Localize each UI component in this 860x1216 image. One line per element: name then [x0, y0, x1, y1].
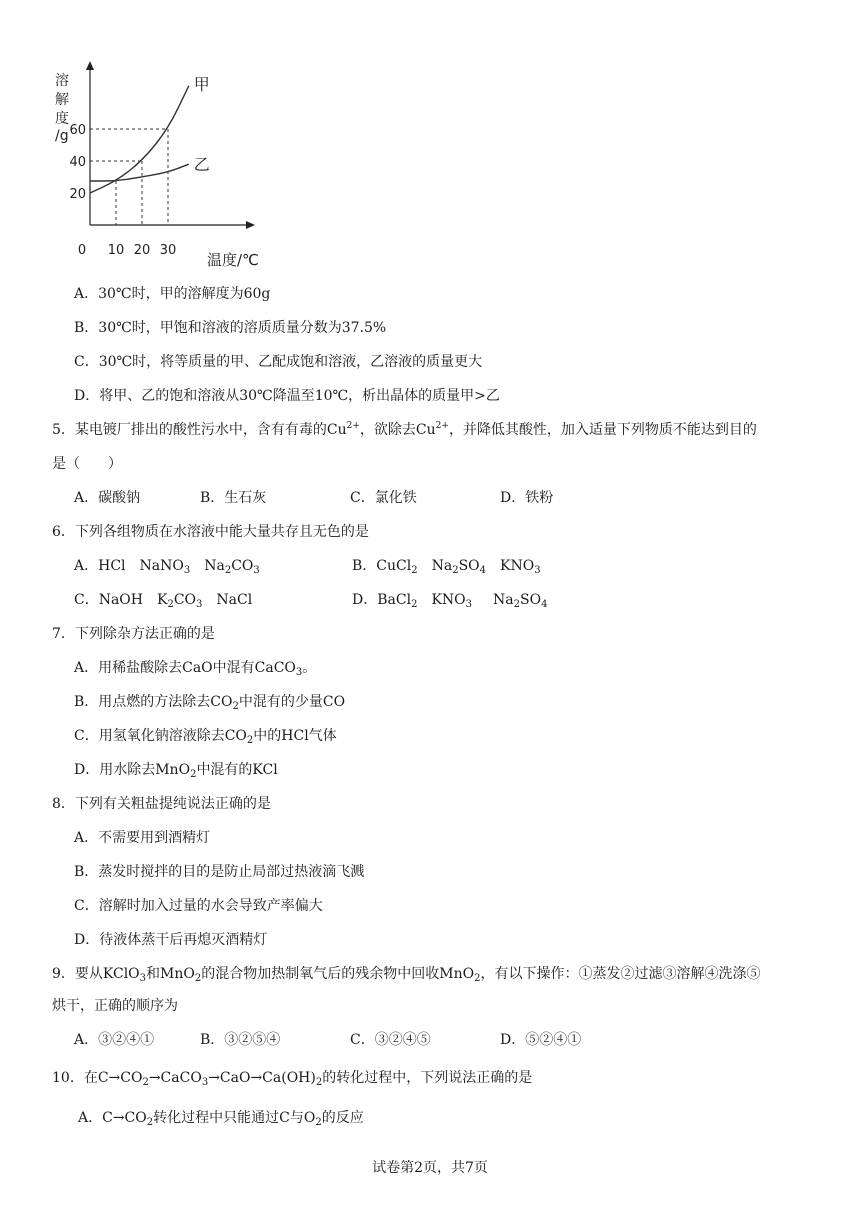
q4-option-d: D．将甲、乙的饱和溶液从30℃降温至10℃，析出晶体的质量甲>乙 — [74, 388, 500, 404]
q10-stem: 10．在$C\to CO_2\to CaCO_3\to CaO\to Ca(OH)_2$的转化过程中，下列说法正确的是 — [52, 1070, 533, 1088]
x-tick-10: 10 — [107, 243, 125, 258]
y-tick-40: 40 — [69, 155, 86, 170]
solubility-chart — [50, 58, 290, 273]
q4-option-c: C．30℃时，将等质量的甲、乙配成饱和溶液，乙溶液的质量更大 — [74, 354, 483, 370]
q8-option-b: B．蒸发时搅拌的目的是防止局部过热液滴飞溅 — [74, 864, 365, 880]
q4-option-b: B．30℃时，甲饱和溶液的溶质质量分数为37.5% — [74, 320, 387, 336]
y-axis-label — [55, 72, 69, 144]
q8-option-c: C．溶解时加入过量的水会导致产率偏大 — [74, 898, 323, 914]
x-axis-label: 温度/℃ — [207, 251, 259, 269]
q6-stem: 6．下列各组物质在水溶液中能大量共存且无色的是 — [52, 524, 369, 540]
q6-option-b: B．CuCl$_2$ $Na_2SO_4$ $KNO_3$ — [352, 558, 541, 576]
q5-option-d: D．铁粉 — [500, 490, 554, 506]
q6-options-ab — [74, 556, 541, 576]
page-footer: 试卷第2页，共7页 — [372, 1160, 488, 1176]
svg-text:溶: 溶 — [55, 73, 69, 89]
y-tick-20: 20 — [69, 187, 86, 202]
y-axis-arrow — [86, 61, 94, 70]
x-tick-0: 0 — [77, 243, 87, 258]
q7-option-d: D．用水除去MnO$_2$中混有的KCl — [74, 762, 278, 780]
svg-text:/g: /g — [55, 128, 69, 144]
series-label-2: 乙 — [193, 155, 210, 175]
q9-option-a: A．③②④① — [74, 1032, 155, 1048]
q5-option-b: B．生石灰 — [200, 490, 267, 506]
q6-option-a: A．HCl NaNO$_3$ $Na_2CO_3$ — [74, 558, 260, 576]
q5-option-c: C．氯化铁 — [350, 490, 417, 506]
q9-option-c: C．③②④⑤ — [350, 1032, 431, 1048]
q4-option-a: A．30℃时，甲的溶解度为60g — [74, 286, 271, 302]
q8-option-d: D．待液体蒸干后再熄灭酒精灯 — [74, 932, 268, 948]
q7-stem: 7．下列除杂方法正确的是 — [52, 626, 215, 642]
q10-option-a: A．$C\to CO_2$转化过程中只能通过C与$O_2$的反应 — [78, 1110, 364, 1128]
q5-stem-line2: 是（ ） — [52, 456, 122, 472]
q7-option-a: A．用稀盐酸除去CaO中混有CaCO$_3$。 — [74, 660, 317, 678]
svg-text:解: 解 — [55, 92, 69, 108]
y-tick-60: 60 — [69, 123, 86, 138]
svg-text:度: 度 — [55, 111, 69, 127]
q9-option-d: D．⑤②④① — [500, 1032, 582, 1048]
q8-option-a: A．不需要用到酒精灯 — [74, 830, 211, 846]
series-line-2 — [90, 164, 189, 181]
q9-option-b: B．③②⑤④ — [200, 1032, 281, 1048]
q9-options — [74, 1030, 581, 1050]
x-axis-arrow — [246, 221, 255, 229]
q5-stem-line1: 5．某电镀厂排出的酸性污水中，含有有毒的$Cu^{2+}$，欲除去$Cu^{2+}$，并降低其酸性，加入适量下列物质不能达到目的 — [52, 421, 757, 438]
curves — [90, 75, 210, 193]
ticks — [69, 123, 176, 258]
x-tick-30: 30 — [159, 243, 177, 258]
q9-stem-line2: 烘干，正确的顺序为 — [52, 998, 178, 1014]
q9-stem-line1: 9．要从KClO$_3$和MnO$_2$的混合物加热制氧气后的残余物中回收MnO$_2$，有以下操作：①蒸发②过滤③溶解④洗涤⑤ — [52, 966, 761, 984]
x-tick-20: 20 — [133, 243, 151, 258]
q7-option-b: B．用点燃的方法除去$CO_2$中混有的少量CO — [74, 694, 346, 712]
q6-option-c: C．NaOH $K_2CO_3$ NaCl — [74, 592, 253, 610]
q6-option-d: D．BaCl$_2$ $KNO_3$ $Na_2SO_4$ — [352, 592, 548, 610]
q5-options — [74, 488, 553, 508]
series-label-1: 甲 — [193, 74, 210, 94]
q6-options-cd — [74, 590, 547, 610]
q5-option-a: A．碳酸钠 — [74, 490, 141, 506]
q8-stem: 8．下列有关粗盐提纯说法正确的是 — [52, 796, 271, 812]
q7-option-c: C．用氢氧化钠溶液除去$CO_2$中的HCl气体 — [74, 728, 337, 746]
